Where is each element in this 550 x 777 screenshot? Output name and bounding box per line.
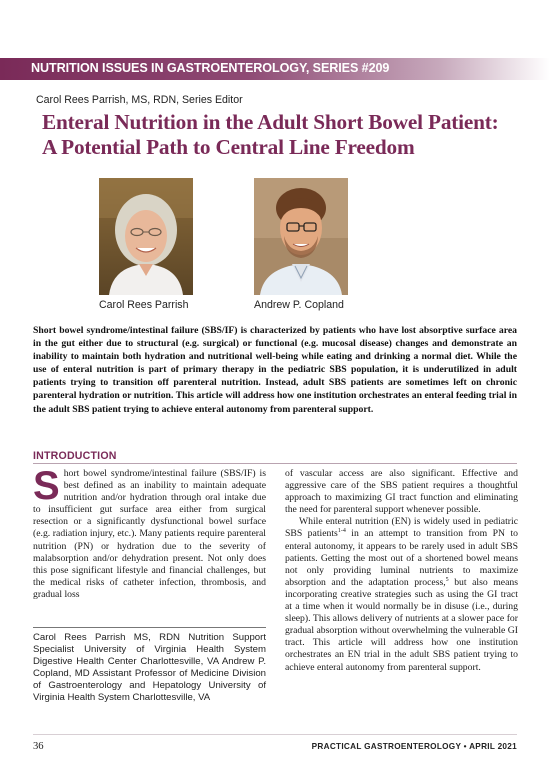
page-number: 36 xyxy=(33,741,44,752)
section-heading: INTRODUCTION xyxy=(33,450,117,462)
article-title-line1: Enteral Nutrition in the Adult Short Bowel Patient: xyxy=(42,110,499,134)
abstract: Short bowel syndrome/intestinal failure (SBS/IF) is characterized by patients who have lost absorptive surface area in the gut either due to structural (e.g. surgical) or functional (e.g. mucosal disease) changes and demonstrate an inability to maintain both hydration and nutritional well-being while eating and drinking a normal diet. While the use of enteral nutrition is part of primary therapy in the pediatric SBS population, it is underutilized in adult patients trying to transition off parenteral nutrition. Instead, adult SBS patients are sometimes left on chronic parenteral hydration or nutrition. This article will address how one institution orchestrates an enteral feeding trial in the adult SBS patient trying to achieve enteral autonomy from parenteral support. xyxy=(33,325,517,415)
series-editor: Carol Rees Parrish, MS, RDN, Series Editor xyxy=(36,94,243,106)
intro-left-column xyxy=(33,464,266,601)
intro-right-p2-part-a: While enteral nutrition (EN) is widely used in pediatric SBS patients xyxy=(285,516,518,540)
intro-right-p2-part-c: but also means incorporating creative strategies such as using the GI tract at a time when it would normally be in disuse (i.e., during sleep). This allows delivery of nutrients at a slower pace for gradual absorption without overwhelming the vulnerable GI tract. This article will address how one institution orchestrates an EN trial in the adult SBS patient trying to achieve enteral autonomy from parenteral support. xyxy=(285,576,518,673)
author-caption-copland: Andrew P. Copland xyxy=(254,299,344,311)
intro-right-column xyxy=(285,468,518,674)
intro-right-p2-part-b: in an attempt to transition from PN to enteral autonomy, it appears to be rarely used in adult SBS patients. Getting the most out of a shortened bowel means not only providing luminal nutrients to maximize absorption and the adaptation process, xyxy=(285,528,518,588)
portrait-man-icon xyxy=(254,178,348,295)
heading-divider xyxy=(33,463,517,464)
portrait-woman-icon xyxy=(99,178,193,295)
author-photo-copland xyxy=(254,178,348,295)
article-title xyxy=(42,110,532,160)
series-banner-text: NUTRITION ISSUES IN GASTROENTEROLOGY, SERIES #209 xyxy=(31,61,390,75)
footer-divider xyxy=(33,734,517,735)
citation-1-4: 1-4 xyxy=(337,528,346,535)
drop-cap: S xyxy=(33,464,60,508)
intro-right-paragraph-1: of vascular access are also significant. Effective and aggressive care of the SBS patient requires a thoughtful approach to maximizing GI tract function and eliminating the need for parenteral support whenever possible. xyxy=(285,468,518,516)
series-banner xyxy=(0,58,550,80)
intro-left-text: hort bowel syndrome/intestinal failure (SBS/IF) is best defined as an inability to maintain adequate nutrition and/or hydration through oral intake due to insufficient gut surface area either from surgical resection or a significantly dysfunctional bowel surface (e.g. radiation injury, etc.). Many patients require parenteral nutrition (PN) or hydration due to the severity of malabsorption and/or dehydration present. Not only does this pose significant lifestyle and financial challenges, but the medical risks of catheter infection, thrombosis, and gradual loss xyxy=(33,468,266,600)
journal-footer: PRACTICAL GASTROENTEROLOGY • APRIL 2021 xyxy=(311,742,517,751)
intro-right-paragraph-2 xyxy=(285,516,518,673)
author-photo-parrish xyxy=(99,178,193,295)
author-affiliation: Carol Rees Parrish MS, RDN Nutrition Support Specialist University of Virginia Health System Digestive Health Center Charlottesville, VA Andrew P. Copland, MD Assistant Professor of Medicine Division of Gastroenterology and Hepatology University of Virginia Health System Charlottesville, VA xyxy=(33,632,266,704)
citation-5: 5 xyxy=(445,576,449,583)
article-title-line2: A Potential Path to Central Line Freedom xyxy=(42,135,415,159)
affiliation-divider xyxy=(33,627,266,628)
author-caption-parrish: Carol Rees Parrish xyxy=(99,299,189,311)
